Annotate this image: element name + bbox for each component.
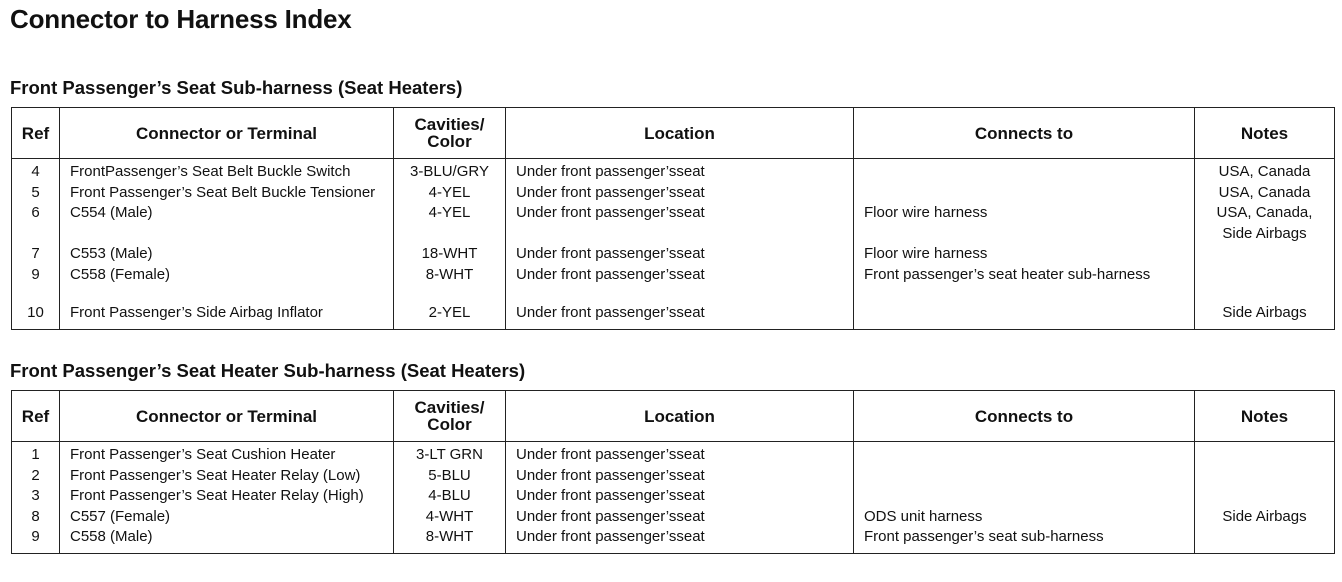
table-row (12, 442, 1335, 466)
table-row (12, 265, 1335, 286)
cell-cavities: 4-YEL (394, 203, 506, 244)
table-row (12, 507, 1335, 528)
seat-subharness-table (11, 107, 1335, 330)
table-row (12, 244, 1335, 265)
col-header-cavities (394, 108, 506, 159)
cell-cavities: 2-YEL (394, 303, 506, 329)
cell-location: Under front passenger’sseat (506, 466, 854, 487)
page-title: Connector to Harness Index (10, 4, 352, 34)
cell-notes-line1: USA, Canada, (1216, 204, 1313, 221)
cell-cavities: 8-WHT (394, 527, 506, 553)
seat-heater-subharness-table (11, 390, 1335, 554)
cell-connects-to: Floor wire harness (854, 203, 1195, 244)
cell-cavities: 4-WHT (394, 507, 506, 528)
col-header-connects-to: Connects to (854, 391, 1195, 442)
cell-ref: 8 (12, 507, 60, 528)
col-header-ref: Ref (12, 108, 60, 159)
cell-notes (1195, 442, 1335, 466)
cell-ref: 2 (12, 466, 60, 487)
table-row (12, 203, 1335, 244)
cell-cavities: 5-BLU (394, 466, 506, 487)
cell-location: Under front passenger’sseat (506, 244, 854, 265)
cell-ref: 3 (12, 486, 60, 507)
cell-connector: FrontPassenger’s Seat Belt Buckle Switch (60, 159, 394, 183)
cell-notes (1195, 203, 1335, 244)
cell-location: Under front passenger’sseat (506, 159, 854, 183)
cell-connector: Front Passenger’s Seat Cushion Heater (60, 442, 394, 466)
col-header-cavities (394, 391, 506, 442)
cell-notes (1195, 527, 1335, 553)
table-row (12, 303, 1335, 329)
col-header-location: Location (506, 108, 854, 159)
cell-ref: 4 (12, 159, 60, 183)
cell-cavities: 4-YEL (394, 183, 506, 204)
cell-connector: C557 (Female) (60, 507, 394, 528)
cell-connects-to: Front passenger’s seat sub-harness (854, 527, 1195, 553)
cell-notes (1195, 265, 1335, 286)
col-header-notes: Notes (1195, 391, 1335, 442)
cell-connects-to (854, 183, 1195, 204)
cell-notes (1195, 244, 1335, 265)
cell-notes: USA, Canada (1195, 159, 1335, 183)
cell-notes: USA, Canada (1195, 183, 1335, 204)
cell-connects-to (854, 466, 1195, 487)
cell-connects-to (854, 303, 1195, 329)
cell-connector: C554 (Male) (60, 203, 394, 244)
cell-cavities: 3-LT GRN (394, 442, 506, 466)
cell-notes: Side Airbags (1195, 303, 1335, 329)
cell-location: Under front passenger’sseat (506, 527, 854, 553)
cell-connects-to (854, 159, 1195, 183)
cell-notes (1195, 486, 1335, 507)
cell-connector: Front Passenger’s Seat Belt Buckle Tensioner (60, 183, 394, 204)
table-row (12, 466, 1335, 487)
cell-cavities: 8-WHT (394, 265, 506, 286)
cell-connects-to: ODS unit harness (854, 507, 1195, 528)
table-header-row (12, 108, 1335, 159)
cell-ref: 9 (12, 527, 60, 553)
cell-cavities: 18-WHT (394, 244, 506, 265)
table-row (12, 486, 1335, 507)
cell-ref: 5 (12, 183, 60, 204)
cell-location: Under front passenger’sseat (506, 203, 854, 244)
col-header-location: Location (506, 391, 854, 442)
cell-location: Under front passenger’sseat (506, 183, 854, 204)
table-header-row (12, 391, 1335, 442)
col-header-cavities-line2: Color (427, 132, 472, 151)
section-title-seat-heater-subharness: Front Passenger’s Seat Heater Sub-harness (Seat Heaters) (10, 360, 526, 381)
cell-location: Under front passenger’sseat (506, 486, 854, 507)
cell-location: Under front passenger’sseat (506, 265, 854, 286)
cell-ref: 7 (12, 244, 60, 265)
cell-notes-line2: Side Airbags (1222, 224, 1307, 242)
cell-connects-to (854, 486, 1195, 507)
cell-cavities: 4-BLU (394, 486, 506, 507)
cell-connects-to (854, 442, 1195, 466)
cell-connector: C558 (Male) (60, 527, 394, 553)
table-spacer-row (12, 285, 1335, 303)
table-row (12, 183, 1335, 204)
cell-ref: 1 (12, 442, 60, 466)
col-header-cavities-line2: Color (427, 415, 472, 434)
col-header-connector: Connector or Terminal (60, 108, 394, 159)
cell-connector: Front Passenger’s Seat Heater Relay (High) (60, 486, 394, 507)
cell-connects-to: Floor wire harness (854, 244, 1195, 265)
cell-notes: Side Airbags (1195, 507, 1335, 528)
col-header-connects-to: Connects to (854, 108, 1195, 159)
cell-location: Under front passenger’sseat (506, 303, 854, 329)
col-header-notes: Notes (1195, 108, 1335, 159)
cell-connector: Front Passenger’s Side Airbag Inflator (60, 303, 394, 329)
table-row (12, 527, 1335, 553)
col-header-cavities-line1: Cavities/ (414, 398, 485, 417)
col-header-connector: Connector or Terminal (60, 391, 394, 442)
cell-location: Under front passenger’sseat (506, 442, 854, 466)
section-title-seat-subharness: Front Passenger’s Seat Sub-harness (Seat Heaters) (10, 77, 463, 98)
col-header-ref: Ref (12, 391, 60, 442)
cell-notes (1195, 466, 1335, 487)
cell-ref: 9 (12, 265, 60, 286)
cell-cavities: 3-BLU/GRY (394, 159, 506, 183)
cell-connector: C558 (Female) (60, 265, 394, 286)
cell-connector: C553 (Male) (60, 244, 394, 265)
table-row (12, 159, 1335, 183)
cell-connector: Front Passenger’s Seat Heater Relay (Low) (60, 466, 394, 487)
cell-location: Under front passenger’sseat (506, 507, 854, 528)
cell-ref: 10 (12, 303, 60, 329)
cell-connects-to: Front passenger’s seat heater sub-harness (854, 265, 1195, 286)
col-header-cavities-line1: Cavities/ (414, 115, 485, 134)
cell-ref: 6 (12, 203, 60, 244)
